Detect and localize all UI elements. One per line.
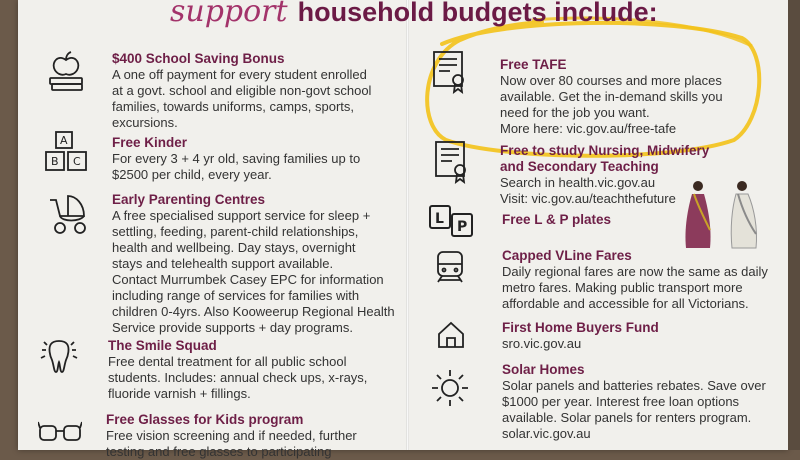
women-illustration [676,178,768,252]
house-icon [436,320,466,350]
svg-text:C: C [73,155,81,168]
item-title: Free Glasses for Kids program [106,412,304,427]
heading-script: support [170,0,288,29]
item-title: Early Parenting Centres [112,192,266,207]
lp-plates-icon [428,204,476,240]
glasses-icon [38,418,82,446]
item-title: $400 School Saving Bonus [112,51,285,66]
item-early-parenting-centres [112,192,395,336]
heading-bold: household budgets include: [297,0,658,27]
certificate-icon [430,50,470,94]
abc-blocks-icon [44,130,92,174]
item-title: Free L & P plates [502,212,612,227]
item-body: A free specialised support service for sleep + settling, feeding, parent-child relationships, health and wellbeing. Day stays, overnight stays and telehealth support available. Contact Murrumbek Casey EPC for information including range of services for families with children 0-4yrs. Also Kooweerup Regional Health Service provide supports + day programs. [112,208,395,335]
item-title: Solar Homes [502,362,585,377]
item-body: sro.vic.gov.au [502,336,582,351]
item-body: Free dental treatment for all public school students. Includes: annual check ups, x-rays, fluoride varnish + fillings. [108,354,368,401]
item-smile-squad [108,338,367,402]
item-title: Capped VLine Fares [502,248,632,263]
item-title: First Home Buyers Fund [502,320,659,335]
item-free-kinder [112,135,360,183]
item-body: Now over 80 courses and more places available. Get the in-demand skills you need for the job you want. More here: vic.gov.au/free-tafe [500,73,723,136]
item-free-lp-plates [502,212,611,228]
certificate-icon [432,140,472,184]
flyer-heading [170,0,658,29]
pram-icon [40,190,92,236]
item-free-glasses [106,412,357,460]
item-school-saving-bonus [112,51,371,131]
plate-p: P [457,219,468,235]
item-body: Free vision screening and if needed, further testing and free glasses to participating [106,428,357,459]
sun-icon [430,368,470,408]
item-capped-vline-fares [502,248,768,312]
item-body: For every 3 + 4 yr old, saving families up to $2500 per child, every year. [112,151,361,182]
item-body: Solar panels and batteries rebates. Save over $1000 per year. Interest free loan options available. Solar panels for renters program. solar.vic.gov.au [502,378,766,441]
item-title: Free TAFE [500,57,567,72]
item-body: A one off payment for every student enrolled at a govt. school and eligible non-govt school families, towards uniforms, camps, sports, excursions. [112,67,372,130]
svg-text:B: B [51,155,59,168]
item-solar-homes [502,362,766,442]
apple-books-icon [46,50,86,94]
train-icon [434,250,468,284]
item-free-tafe [500,57,723,137]
page-fold [406,0,409,450]
tooth-icon [36,336,82,376]
item-body: Daily regional fares are now the same as daily metro fares. Making public transport more affordable and accessible for all Victorians. [502,264,768,311]
svg-text:A: A [60,134,68,147]
item-first-home-buyers [502,320,659,352]
item-title: The Smile Squad [108,338,217,353]
item-title: Free to study Nursing, Midwifery and Secondary Teaching [500,143,710,174]
item-title: Free Kinder [112,135,188,150]
table-edge [788,0,800,450]
item-body: Search in health.vic.gov.au Visit: vic.gov.au/teachthefuture [500,175,676,206]
plate-l: L [435,211,444,227]
